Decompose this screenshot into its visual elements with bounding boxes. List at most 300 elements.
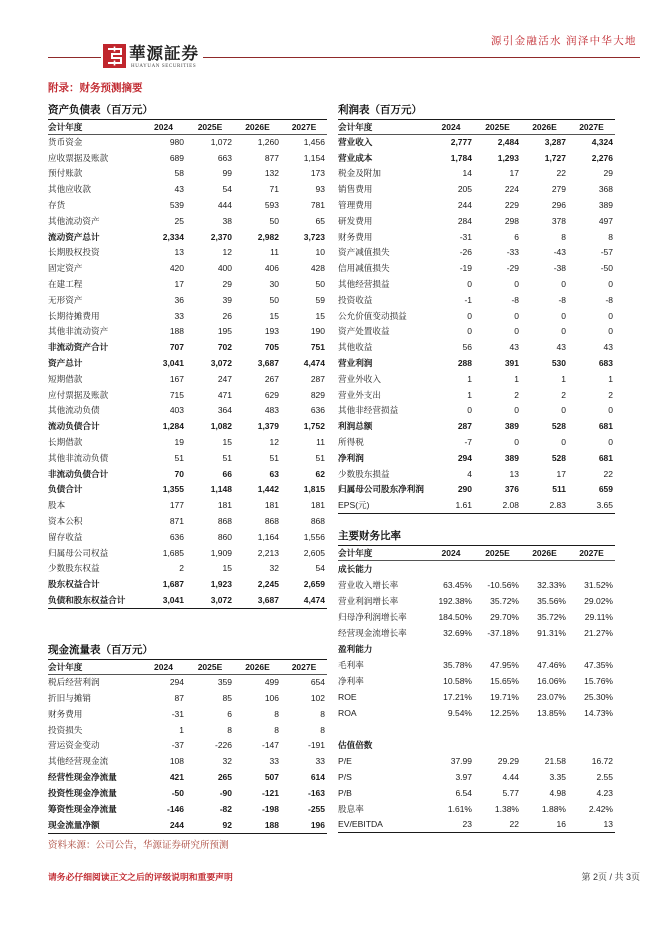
row-value: 420 bbox=[169, 263, 184, 274]
row-value: 62 bbox=[315, 468, 325, 479]
row-value bbox=[568, 721, 615, 737]
row-label: 财务费用 bbox=[48, 708, 83, 719]
row-value: 3,041 bbox=[162, 594, 184, 605]
row-value: -31 bbox=[171, 708, 184, 719]
row-value: -82 bbox=[219, 804, 232, 815]
row-label: 其他流动资产 bbox=[48, 215, 100, 226]
row-value: 829 bbox=[310, 389, 325, 400]
row-value: 43 bbox=[556, 342, 566, 353]
row-value: 1 bbox=[561, 373, 566, 384]
row-label: 流动资产总计 bbox=[48, 231, 100, 242]
row-value: 3,287 bbox=[544, 136, 566, 147]
row-value: 2,605 bbox=[303, 547, 325, 558]
column-header-year: 2024 bbox=[154, 662, 173, 672]
row-value: 3,687 bbox=[257, 594, 279, 605]
row-value: 368 bbox=[598, 184, 613, 195]
row-value: 528 bbox=[551, 421, 566, 432]
row-value: -8 bbox=[605, 294, 613, 305]
row-value bbox=[474, 737, 521, 753]
row-label: 归属母公司股东净利润 bbox=[338, 484, 424, 495]
row-value: 33 bbox=[174, 310, 184, 321]
table-row bbox=[338, 135, 615, 151]
column-header-year: 2026E bbox=[532, 548, 557, 558]
row-label: 留存收益 bbox=[48, 531, 83, 542]
balance-sheet-title: 资产负债表（百万元） bbox=[48, 104, 153, 116]
table-header-row bbox=[48, 119, 327, 135]
table-row bbox=[338, 230, 615, 246]
row-value: -37 bbox=[171, 740, 184, 751]
financial-ratios-table bbox=[338, 545, 615, 833]
brand-name: 華源証券 bbox=[129, 44, 199, 63]
row-value bbox=[474, 561, 521, 577]
row-value: 17 bbox=[509, 168, 519, 179]
row-value: 54 bbox=[315, 563, 325, 574]
row-value: 378 bbox=[551, 215, 566, 226]
table-row bbox=[48, 514, 327, 530]
row-value: 298 bbox=[504, 215, 519, 226]
row-label: 利润总额 bbox=[338, 421, 373, 432]
row-value: 4,324 bbox=[591, 136, 613, 147]
row-value: 539 bbox=[169, 199, 184, 210]
row-label: 资产总计 bbox=[48, 357, 83, 368]
row-value: 4.23 bbox=[596, 788, 613, 798]
row-value: 877 bbox=[264, 152, 279, 163]
row-value: 47.35% bbox=[584, 660, 613, 670]
row-value: 0 bbox=[608, 278, 613, 289]
row-value: 980 bbox=[169, 136, 184, 147]
row-value: -147 bbox=[261, 740, 279, 751]
row-value: 1 bbox=[514, 373, 519, 384]
row-value: 2,982 bbox=[257, 231, 279, 242]
row-value: 483 bbox=[264, 405, 279, 416]
row-value: 15 bbox=[269, 310, 279, 321]
row-value: 31.52% bbox=[584, 580, 613, 590]
row-value: 54 bbox=[222, 184, 232, 195]
row-value: 2.55 bbox=[596, 772, 613, 782]
row-value: 22 bbox=[509, 819, 519, 829]
row-value: 0 bbox=[514, 405, 519, 416]
table-row bbox=[48, 230, 327, 246]
table-row bbox=[338, 577, 615, 593]
table-row bbox=[48, 770, 327, 786]
row-value: 6 bbox=[514, 231, 519, 242]
row-value: 0 bbox=[514, 326, 519, 337]
table-row bbox=[48, 403, 327, 419]
row-value: 14 bbox=[462, 168, 472, 179]
row-label: 研发费用 bbox=[338, 215, 373, 226]
row-value: 244 bbox=[457, 199, 472, 210]
row-value: 29 bbox=[222, 278, 232, 289]
row-label: EV/EBITDA bbox=[338, 819, 383, 829]
table-row bbox=[48, 754, 327, 770]
row-label: 营业利润 bbox=[338, 357, 373, 368]
row-value: 193 bbox=[264, 326, 279, 337]
table-row bbox=[48, 707, 327, 723]
table-row bbox=[48, 372, 327, 388]
page-number: 第 2页 / 共 3页 bbox=[581, 872, 640, 882]
row-label: 其他非流动资产 bbox=[48, 326, 109, 337]
row-value: 0 bbox=[514, 278, 519, 289]
row-label: 信用减值损失 bbox=[338, 263, 390, 274]
row-value: 2,777 bbox=[450, 136, 472, 147]
row-value: 32 bbox=[222, 756, 232, 767]
row-value: 376 bbox=[504, 484, 519, 495]
row-value: 43 bbox=[509, 342, 519, 353]
row-label: 长期股权投资 bbox=[48, 247, 100, 258]
row-value: 26 bbox=[222, 310, 232, 321]
row-value: 1,260 bbox=[257, 136, 279, 147]
table-row bbox=[48, 261, 327, 277]
row-value: 6 bbox=[227, 708, 232, 719]
row-value: 2,245 bbox=[257, 579, 279, 590]
income-statement-title: 利润表（百万元） bbox=[338, 104, 422, 116]
row-value: -29 bbox=[506, 263, 519, 274]
table-row bbox=[338, 356, 615, 372]
row-value: 528 bbox=[551, 452, 566, 463]
row-value: -57 bbox=[600, 247, 613, 258]
table-row bbox=[338, 388, 615, 404]
row-value: 507 bbox=[264, 772, 279, 783]
row-value: 267 bbox=[264, 373, 279, 384]
row-label: 预付账款 bbox=[48, 168, 83, 179]
row-value: 1,148 bbox=[210, 484, 232, 495]
row-label bbox=[338, 721, 428, 737]
table-row bbox=[48, 451, 327, 467]
row-value: 0 bbox=[608, 310, 613, 321]
row-value: 2.08 bbox=[502, 500, 519, 511]
row-value: 173 bbox=[310, 168, 325, 179]
table-row bbox=[338, 182, 615, 198]
table-row bbox=[48, 309, 327, 325]
appendix-title: 附录：财务预测摘要 bbox=[48, 82, 143, 94]
row-label: 非流动负债合计 bbox=[48, 468, 109, 479]
table-row bbox=[338, 435, 615, 451]
row-value: 22 bbox=[556, 168, 566, 179]
header-rule-right bbox=[203, 57, 640, 58]
row-value: 389 bbox=[504, 452, 519, 463]
row-label: 负债和股东权益合计 bbox=[48, 594, 126, 605]
row-label: 股息率 bbox=[338, 804, 364, 814]
row-value: 106 bbox=[264, 692, 279, 703]
row-value: 16.06% bbox=[537, 676, 566, 686]
row-label: 其他流动负债 bbox=[48, 405, 100, 416]
row-value: -33 bbox=[506, 247, 519, 258]
row-value: 681 bbox=[598, 452, 613, 463]
row-label: 负债合计 bbox=[48, 484, 83, 495]
row-label: 在建工程 bbox=[48, 278, 83, 289]
row-value: 0 bbox=[514, 310, 519, 321]
row-value: 3,723 bbox=[303, 231, 325, 242]
table-row bbox=[338, 705, 615, 721]
row-label: 应付票据及账款 bbox=[48, 389, 109, 400]
table-row bbox=[48, 388, 327, 404]
row-value: 32.69% bbox=[443, 628, 472, 638]
row-value: 1 bbox=[608, 373, 613, 384]
table-row bbox=[48, 245, 327, 261]
table-row bbox=[338, 245, 615, 261]
row-label: P/E bbox=[338, 756, 352, 766]
row-label: 其他应收款 bbox=[48, 184, 91, 195]
column-header-label: 会计年度 bbox=[338, 122, 373, 132]
row-value: 5.77 bbox=[502, 788, 519, 798]
table-row bbox=[338, 293, 615, 309]
row-value: 663 bbox=[217, 152, 232, 163]
row-value: 294 bbox=[457, 452, 472, 463]
row-value: 229 bbox=[504, 199, 519, 210]
row-value bbox=[521, 641, 568, 657]
row-value: 659 bbox=[598, 484, 613, 495]
row-value: -50 bbox=[600, 263, 613, 274]
row-label: 财务费用 bbox=[338, 231, 373, 242]
table-row bbox=[48, 419, 327, 435]
row-value: 244 bbox=[169, 819, 184, 830]
row-value: 23.07% bbox=[537, 692, 566, 702]
row-label: 税后经营利润 bbox=[48, 676, 100, 687]
row-value: 13 bbox=[603, 819, 613, 829]
row-value: -163 bbox=[307, 788, 325, 799]
row-value: 0 bbox=[561, 326, 566, 337]
row-value: 192.38% bbox=[438, 596, 472, 606]
row-value: 294 bbox=[169, 676, 184, 687]
row-value: 359 bbox=[217, 676, 232, 687]
row-value: 25 bbox=[174, 215, 184, 226]
row-label: 其他非经营损益 bbox=[338, 405, 399, 416]
row-value: 428 bbox=[310, 263, 325, 274]
row-value: 781 bbox=[310, 199, 325, 210]
row-value: 2,370 bbox=[210, 231, 232, 242]
row-value: 868 bbox=[310, 515, 325, 526]
row-value: 3.97 bbox=[455, 772, 472, 782]
row-label: 归母净利润增长率 bbox=[338, 612, 407, 622]
row-value: 167 bbox=[169, 373, 184, 384]
row-value bbox=[428, 737, 474, 753]
row-value: 21.58 bbox=[544, 756, 566, 766]
row-value: 10.58% bbox=[443, 676, 472, 686]
row-value: 16 bbox=[556, 819, 566, 829]
row-value: 71 bbox=[269, 184, 279, 195]
table-row bbox=[48, 467, 327, 483]
table-row bbox=[338, 801, 615, 817]
row-value bbox=[568, 561, 615, 577]
row-value: 1 bbox=[467, 389, 472, 400]
row-value: -146 bbox=[166, 804, 184, 815]
row-label: 成长能力 bbox=[338, 564, 373, 574]
row-value: 1,442 bbox=[257, 484, 279, 495]
row-value: 860 bbox=[217, 531, 232, 542]
table-row bbox=[48, 802, 327, 818]
column-header-year: 2024 bbox=[441, 122, 461, 132]
row-label: 投资损失 bbox=[48, 724, 83, 735]
row-value: 403 bbox=[169, 405, 184, 416]
row-value: 1,082 bbox=[210, 421, 232, 432]
row-value: 2,484 bbox=[497, 136, 519, 147]
row-label: 营业成本 bbox=[338, 152, 373, 163]
row-label: 净利率 bbox=[338, 676, 364, 686]
row-value: 1,379 bbox=[257, 421, 279, 432]
row-value: 391 bbox=[504, 357, 519, 368]
row-label: EPS(元) bbox=[338, 500, 370, 511]
table-row bbox=[338, 482, 615, 498]
row-value: 654 bbox=[310, 676, 325, 687]
row-value: 99 bbox=[222, 168, 232, 179]
row-value: 59 bbox=[315, 294, 325, 305]
row-value: 35.72% bbox=[537, 612, 566, 622]
row-value: 47.95% bbox=[490, 660, 519, 670]
row-label: 非流动资产合计 bbox=[48, 342, 109, 353]
row-value: 22 bbox=[603, 468, 613, 479]
row-value: -43 bbox=[553, 247, 566, 258]
row-label: 销售费用 bbox=[338, 184, 373, 195]
table-row bbox=[338, 419, 615, 435]
row-value: 51 bbox=[269, 452, 279, 463]
row-value: 14.73% bbox=[584, 708, 613, 718]
row-value: 25.30% bbox=[584, 692, 613, 702]
row-value: -90 bbox=[219, 788, 232, 799]
table-row bbox=[338, 657, 615, 673]
table-row bbox=[48, 340, 327, 356]
row-value bbox=[521, 737, 568, 753]
row-value: 91.31% bbox=[537, 628, 566, 638]
row-value: 364 bbox=[217, 405, 232, 416]
table-row bbox=[338, 151, 615, 167]
row-value: 1 bbox=[467, 373, 472, 384]
row-label: 经营性现金净流量 bbox=[48, 772, 117, 783]
row-label: 少数股东损益 bbox=[338, 468, 390, 479]
row-value: 50 bbox=[269, 294, 279, 305]
table-row bbox=[338, 609, 615, 625]
column-header-label: 会计年度 bbox=[48, 662, 83, 672]
footer-disclaimer: 请务必仔细阅读正文之后的评级说明和重要声明 bbox=[48, 872, 233, 882]
row-value: 30 bbox=[269, 278, 279, 289]
row-label: P/B bbox=[338, 788, 352, 798]
row-value: 1,752 bbox=[303, 421, 325, 432]
row-value: 0 bbox=[561, 436, 566, 447]
row-value: 288 bbox=[457, 357, 472, 368]
row-value: 1,154 bbox=[303, 152, 325, 163]
row-value: 58 bbox=[174, 168, 184, 179]
financial-ratios-title: 主要财务比率 bbox=[338, 530, 401, 542]
row-value: 1,164 bbox=[257, 531, 279, 542]
column-header-year: 2027E bbox=[291, 122, 317, 132]
row-value: 188 bbox=[169, 326, 184, 337]
table-row bbox=[48, 324, 327, 340]
row-value: 32 bbox=[269, 563, 279, 574]
row-value: 871 bbox=[169, 515, 184, 526]
row-value: 15 bbox=[315, 310, 325, 321]
table-row bbox=[48, 546, 327, 562]
row-value bbox=[428, 641, 474, 657]
row-value: 29.11% bbox=[584, 612, 613, 622]
row-value: 707 bbox=[169, 342, 184, 353]
row-value: 205 bbox=[457, 184, 472, 195]
balance-sheet-table bbox=[48, 119, 327, 609]
row-value: 1,284 bbox=[162, 421, 184, 432]
row-value: 497 bbox=[598, 215, 613, 226]
table-row bbox=[48, 691, 327, 707]
row-value: 0 bbox=[561, 405, 566, 416]
row-value: 6.54 bbox=[455, 788, 472, 798]
row-value: 629 bbox=[264, 389, 279, 400]
row-value: -198 bbox=[261, 804, 279, 815]
row-value: 3,041 bbox=[162, 357, 184, 368]
row-value: -50 bbox=[171, 788, 184, 799]
row-label: ROE bbox=[338, 692, 357, 702]
row-value: 3,687 bbox=[257, 357, 279, 368]
section-row bbox=[338, 737, 615, 753]
row-value: 35.72% bbox=[490, 596, 519, 606]
row-label: 股本 bbox=[48, 500, 66, 511]
column-header-year: 2026E bbox=[245, 122, 270, 132]
row-value: -255 bbox=[307, 804, 325, 815]
table-row bbox=[338, 673, 615, 689]
row-value: -226 bbox=[214, 740, 232, 751]
row-value: 92 bbox=[222, 819, 232, 830]
row-value: 51 bbox=[222, 452, 232, 463]
table-row bbox=[338, 467, 615, 483]
table-row bbox=[48, 293, 327, 309]
row-label: 营业利润增长率 bbox=[338, 596, 399, 606]
row-value: -1 bbox=[464, 294, 472, 305]
table-row bbox=[338, 817, 615, 833]
row-value: 50 bbox=[315, 278, 325, 289]
row-value: 8 bbox=[608, 231, 613, 242]
row-label: 毛利率 bbox=[338, 660, 364, 670]
row-value: 2.83 bbox=[549, 500, 566, 511]
row-value: 177 bbox=[169, 500, 184, 511]
row-value: 29.70% bbox=[490, 612, 519, 622]
row-value: 1,355 bbox=[162, 484, 184, 495]
row-value: 9.54% bbox=[447, 708, 472, 718]
row-value: 11 bbox=[316, 436, 325, 447]
row-value: 3,072 bbox=[210, 357, 232, 368]
row-value: 2,213 bbox=[257, 547, 279, 558]
column-header-year: 2027E bbox=[579, 122, 604, 132]
row-value bbox=[428, 561, 474, 577]
row-value: 23 bbox=[462, 819, 472, 829]
row-value: 12 bbox=[269, 436, 279, 447]
row-value: 296 bbox=[551, 199, 566, 210]
row-value: -191 bbox=[307, 740, 325, 751]
table-header-row bbox=[48, 659, 327, 675]
row-value: 4 bbox=[467, 468, 472, 479]
row-label: 管理费用 bbox=[338, 199, 373, 210]
row-value: 389 bbox=[598, 199, 613, 210]
row-value: 15 bbox=[222, 436, 232, 447]
row-value: 705 bbox=[264, 342, 279, 353]
row-value: 715 bbox=[169, 389, 184, 400]
row-value: 63.45% bbox=[443, 580, 472, 590]
row-value bbox=[521, 561, 568, 577]
source-note: 资料来源：公司公告，华源证券研究所预测 bbox=[48, 840, 229, 851]
table-row bbox=[338, 451, 615, 467]
table-row bbox=[48, 738, 327, 754]
row-value: 530 bbox=[551, 357, 566, 368]
row-value: 389 bbox=[504, 421, 519, 432]
table-row bbox=[338, 769, 615, 785]
column-header-year: 2026E bbox=[245, 662, 270, 672]
row-value: 290 bbox=[457, 484, 472, 495]
cash-flow-title: 现金流量表（百万元） bbox=[48, 644, 153, 656]
row-value: 3.35 bbox=[549, 772, 566, 782]
row-value: 19 bbox=[174, 436, 184, 447]
row-value: 13 bbox=[509, 468, 519, 479]
row-value: 21.27% bbox=[584, 628, 613, 638]
table-row bbox=[338, 324, 615, 340]
row-value: 1.38% bbox=[494, 804, 519, 814]
row-value: 1,072 bbox=[210, 136, 232, 147]
row-value: 4.98 bbox=[549, 788, 566, 798]
row-value: 689 bbox=[169, 152, 184, 163]
